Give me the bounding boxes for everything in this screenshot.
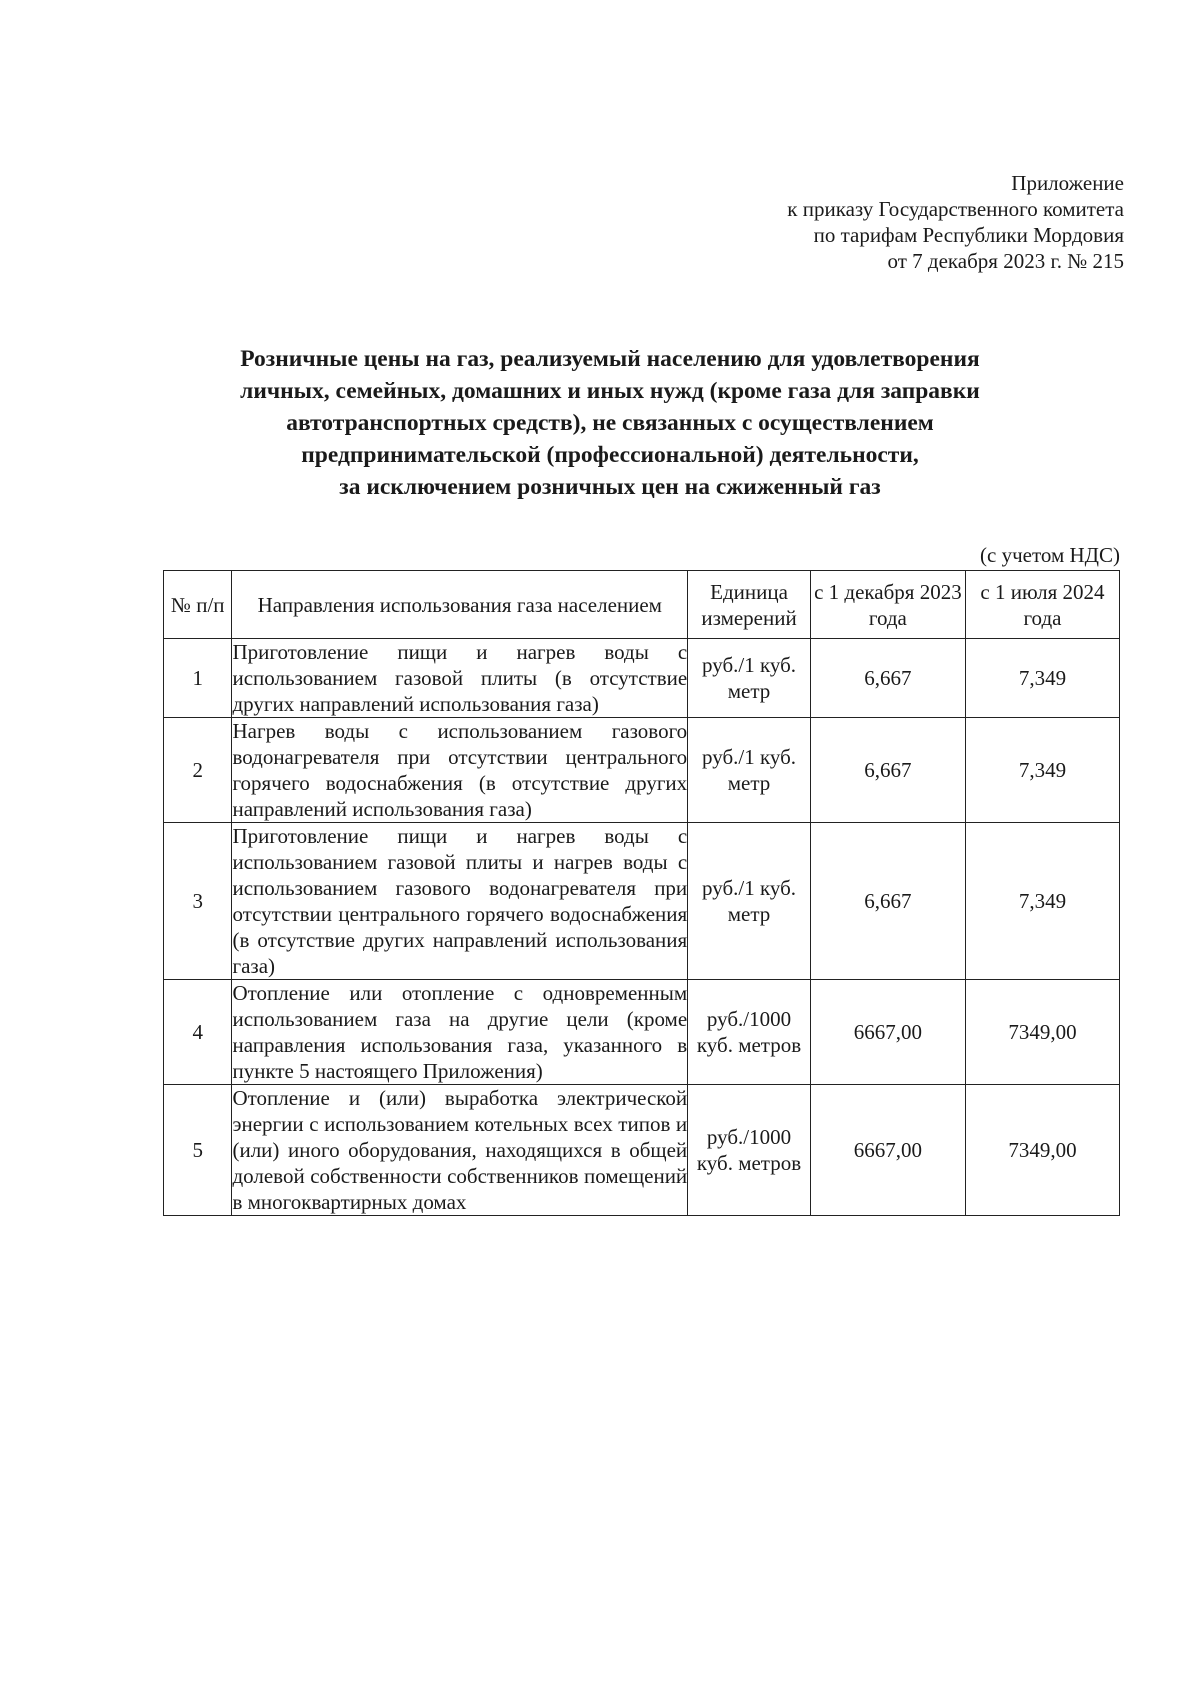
- row-price-period-1: 6,667: [810, 639, 965, 718]
- row-direction: Отопление или отопление с одновременным использованием газа на другие цели (кроме направления использования газа, указанного в пункте 5 настоящего Приложения): [232, 981, 688, 1083]
- row-price-period-1: 6,667: [810, 823, 965, 980]
- table-row: [164, 823, 1120, 980]
- row-num: 4: [164, 980, 232, 1085]
- table-row: [164, 718, 1120, 823]
- row-direction: Приготовление пищи и нагрев воды с использованием газовой плиты (в отсутствие других направлений использования газа): [232, 640, 688, 716]
- row-num: 1: [164, 639, 232, 718]
- table-row: [164, 980, 1120, 1085]
- header-direction: Направления использования газа населением: [232, 571, 688, 639]
- appendix-date-line: от 7 декабря 2023 г. № 215: [887, 249, 1124, 273]
- vat-note: (с учетом НДС): [980, 543, 1120, 567]
- row-unit: руб./1000 куб. метров: [688, 1085, 811, 1216]
- tariff-table: [163, 570, 1120, 1216]
- row-direction: Отопление и (или) выработка электрической энергии с использованием котельных всех типов и (или) иного оборудования, находящихся в общей долевой собственности собственников помещений в многоквартирных домах: [232, 1086, 688, 1214]
- title-line-4: предпринимательской (профессиональной) деятельности,: [301, 442, 919, 468]
- appendix-committee-line: по тарифам Республики Мордовия: [813, 223, 1124, 247]
- row-price-period-1: 6667,00: [810, 1085, 965, 1216]
- document-title: [150, 343, 1070, 503]
- table-row: [164, 1085, 1120, 1216]
- row-num: 5: [164, 1085, 232, 1216]
- row-price-period-2: 7,349: [965, 823, 1119, 980]
- table-header-row: [164, 571, 1120, 639]
- appendix-label: Приложение: [1011, 171, 1124, 195]
- title-line-3: автотранспортных средств), не связанных с осуществлением: [286, 410, 934, 436]
- title-line-1: Розничные цены на газ, реализуемый населению для удовлетворения: [240, 346, 980, 372]
- row-unit: руб./1000 куб. метров: [688, 980, 811, 1085]
- row-unit: руб./1 куб. метр: [688, 823, 811, 980]
- header-period-2: с 1 июля 2024 года: [965, 571, 1119, 639]
- row-direction: Нагрев воды с использованием газового водонагревателя при отсутствии центрального горячего водоснабжения (в отсутствие других направлений использования газа): [232, 719, 688, 821]
- table-row: [164, 639, 1120, 718]
- row-price-period-2: 7,349: [965, 639, 1119, 718]
- appendix-header: [787, 170, 1124, 274]
- row-direction: Приготовление пищи и нагрев воды с использованием газовой плиты и нагрев воды с использованием газового водонагревателя при отсутствии центрального горячего водоснабжения (в отсутствие других направлений использования газа): [232, 824, 688, 978]
- row-num: 3: [164, 823, 232, 980]
- row-price-period-2: 7349,00: [965, 980, 1119, 1085]
- title-line-2: личных, семейных, домашних и иных нужд (кроме газа для заправки: [240, 378, 980, 404]
- title-line-5: за исключением розничных цен на сжиженный газ: [339, 474, 881, 500]
- row-unit: руб./1 куб. метр: [688, 718, 811, 823]
- header-num: № п/п: [164, 571, 232, 639]
- row-num: 2: [164, 718, 232, 823]
- row-price-period-2: 7349,00: [965, 1085, 1119, 1216]
- header-period-1: с 1 декабря 2023 года: [810, 571, 965, 639]
- row-price-period-1: 6,667: [810, 718, 965, 823]
- row-price-period-1: 6667,00: [810, 980, 965, 1085]
- header-unit: Единица измерений: [688, 571, 811, 639]
- row-price-period-2: 7,349: [965, 718, 1119, 823]
- row-unit: руб./1 куб. метр: [688, 639, 811, 718]
- appendix-order-line: к приказу Государственного комитета: [787, 197, 1124, 221]
